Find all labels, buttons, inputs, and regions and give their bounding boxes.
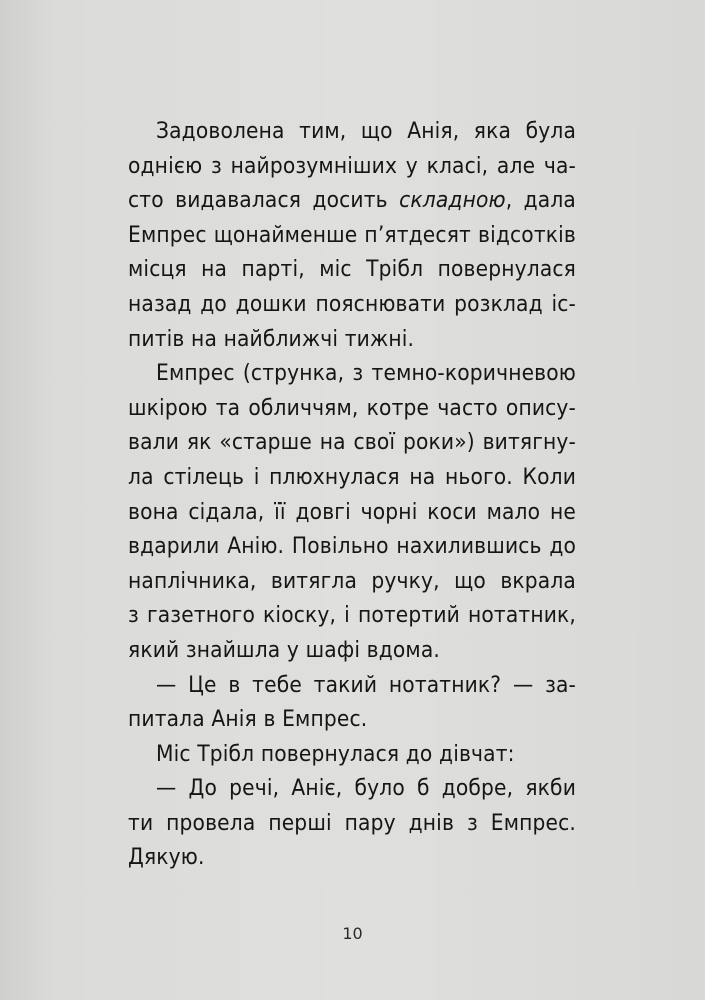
page-number: 10 (342, 924, 363, 943)
text-line: Задоволена тим, що Анія, яка була (156, 118, 576, 144)
dialogue-line: питала Анія в Емпрес. (128, 706, 368, 733)
text-line: Емпрес щонайменше п’ятдесят відсотків (128, 221, 576, 248)
text-line: питів на найближчі тижні. (128, 325, 415, 352)
text-line: ла стілець і плюхнулася на нього. Коли (128, 463, 576, 490)
dialogue-line: — Це в тебе такий нотатник? — за- (156, 671, 576, 698)
dialogue-line: — До речі, Аніє, було б добре, якби (156, 775, 576, 802)
text-line: з газетного кіоску, і потертий нотатник, (128, 602, 576, 629)
text-segment: , дала (505, 187, 576, 214)
dialogue-line: ти провела перші пару днів з Емпрес. (128, 809, 576, 836)
text-line: Емпрес (струнка, з темно-коричневою (156, 360, 576, 387)
dialogue-line: Дякую. (128, 844, 205, 871)
body-text (128, 114, 576, 875)
emphasized-word: складною (399, 187, 506, 214)
text-line: однією з найрозумніших у класі, але ча- (128, 152, 576, 179)
text-line: шкірою та обличчям, котре часто опису- (128, 394, 576, 421)
text-line: місця на парті, міс Трібл повернулася (128, 256, 576, 283)
text-line (128, 183, 576, 218)
text-line: вона сідала, її довгі чорні коси мало не (128, 498, 576, 525)
text-line: назад до дошки пояснювати розклад іс- (128, 290, 576, 317)
text-line: який знайшла у шафі вдома. (128, 636, 440, 663)
text-line: вдарили Анію. Повільно нахилившись до (128, 533, 576, 560)
text-line: наплічника, витягла ручку, що вкрала (128, 567, 576, 594)
text-segment: сто видавалася досить (128, 187, 400, 214)
text-line: вали як «старше на свої роки») витягну- (128, 429, 576, 456)
text-line: Міс Трібл повернулася до дівчат: (156, 740, 515, 767)
